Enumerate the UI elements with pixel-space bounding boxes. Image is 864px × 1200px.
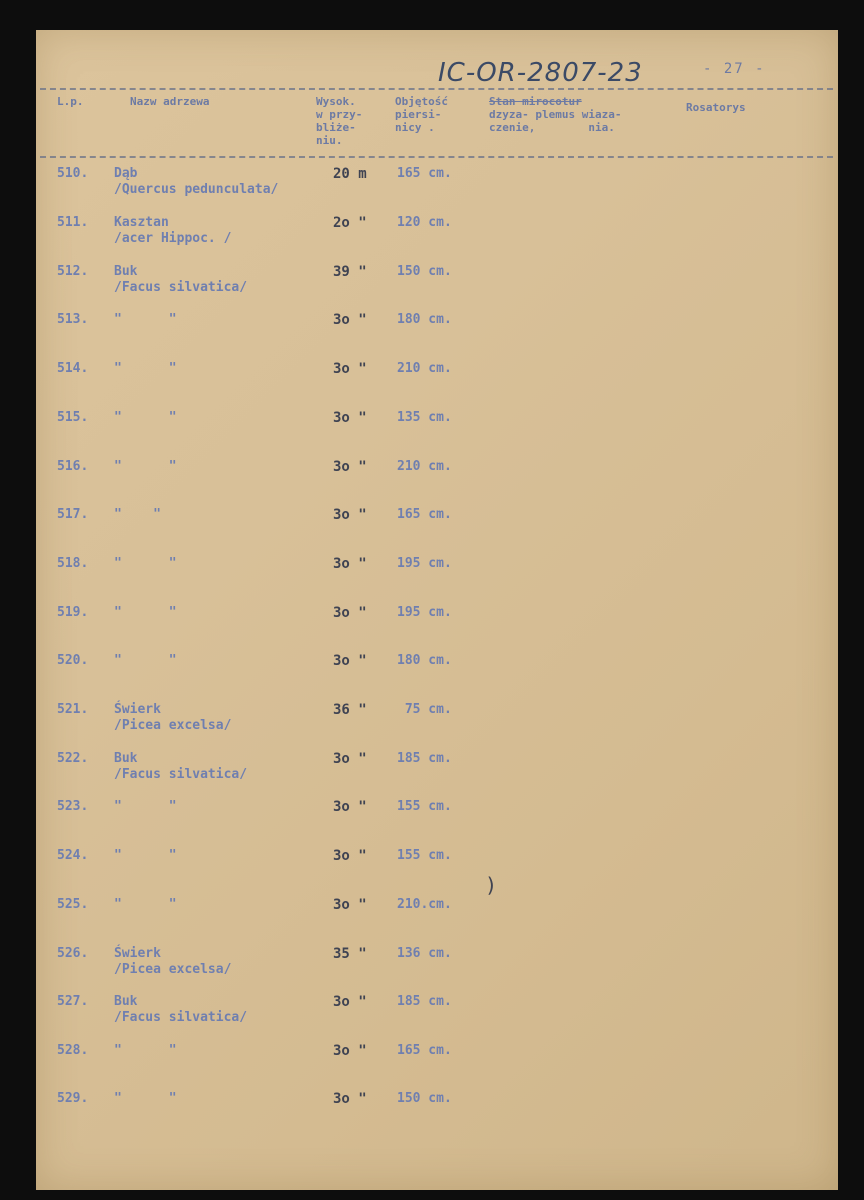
header-tree-name: Nazw adrzewa: [130, 95, 210, 108]
tree-name: " ": [114, 1043, 177, 1058]
table-row: [0, 507, 864, 547]
tree-name: Świerk /Picea excelsa/: [114, 702, 232, 733]
tree-name: " ": [114, 361, 177, 376]
tree-name: " ": [114, 410, 177, 425]
tree-girth: 120 cm.: [397, 215, 452, 230]
handwritten-reference: IC-OR-2807-23: [438, 58, 643, 88]
table-row: [0, 1043, 864, 1083]
tree-height: 35 ": [333, 946, 367, 962]
row-number: 512.: [57, 264, 89, 279]
tree-name: Buk /Facus silvatica/: [114, 994, 248, 1025]
row-number: 523.: [57, 799, 89, 814]
tree-name: Dąb /Quercus pedunculata/: [114, 166, 279, 197]
tree-height: 3o ": [333, 312, 367, 328]
tree-name: " ": [114, 653, 177, 668]
tree-girth: 180 cm.: [397, 312, 452, 327]
tree-girth: 136 cm.: [397, 946, 452, 961]
row-number: 515.: [57, 410, 89, 425]
header-bottom-rule: [40, 156, 833, 158]
tree-girth: 185 cm.: [397, 994, 452, 1009]
table-row: [0, 605, 864, 645]
tree-name: Świerk /Picea excelsa/: [114, 946, 232, 977]
row-number: 520.: [57, 653, 89, 668]
tree-name: " ": [114, 605, 177, 620]
table-row: [0, 312, 864, 352]
row-number: 518.: [57, 556, 89, 571]
tree-girth: 195 cm.: [397, 556, 452, 571]
tree-girth: 165 cm.: [397, 1043, 452, 1058]
tree-name: " ": [114, 1091, 177, 1106]
tree-name: Buk /Facus silvatica/: [114, 264, 248, 295]
row-number: 510.: [57, 166, 89, 181]
tree-girth: 155 cm.: [397, 848, 452, 863]
table-row: [0, 361, 864, 401]
row-number: 513.: [57, 312, 89, 327]
row-number: 527.: [57, 994, 89, 1009]
header-lp: L.p.: [57, 95, 84, 108]
tree-girth: 180 cm.: [397, 653, 452, 668]
table-row: [0, 751, 864, 791]
tree-girth: 150 cm.: [397, 264, 452, 279]
tree-girth: 210.cm.: [397, 897, 452, 912]
header-notes: Rosatorys: [686, 101, 746, 114]
tree-height: 3o ": [333, 994, 367, 1010]
tree-girth: 165 cm.: [397, 166, 452, 181]
row-number: 525.: [57, 897, 89, 912]
table-row: [0, 897, 864, 937]
tree-girth: 155 cm.: [397, 799, 452, 814]
row-number: 521.: [57, 702, 89, 717]
tree-name: Buk /Facus silvatica/: [114, 751, 248, 782]
tree-height: 3o ": [333, 410, 367, 426]
tree-girth: 210 cm.: [397, 459, 452, 474]
tree-name: " ": [114, 507, 161, 522]
table-row: [0, 1091, 864, 1131]
tree-height: 3o ": [333, 459, 367, 475]
table-row: [0, 410, 864, 450]
table-row: [0, 459, 864, 499]
tree-height: 3o ": [333, 653, 367, 669]
header-state-sub: dzyza- plemus wiaza- czenie, nia.: [489, 108, 622, 134]
header-girth: Objętość piersi- nicy .: [395, 95, 448, 134]
row-number: 514.: [57, 361, 89, 376]
table-row: [0, 215, 864, 255]
tree-name: " ": [114, 312, 177, 327]
tree-height: 3o ": [333, 556, 367, 572]
tree-name: " ": [114, 556, 177, 571]
header-height: Wysok. w przy- bliże- niu.: [316, 95, 363, 147]
row-number: 519.: [57, 605, 89, 620]
table-row: [0, 264, 864, 304]
row-number: 526.: [57, 946, 89, 961]
bracket-mark: ): [485, 873, 498, 897]
tree-girth: 185 cm.: [397, 751, 452, 766]
tree-height: 3o ": [333, 361, 367, 377]
tree-height: 3o ": [333, 848, 367, 864]
tree-girth: 150 cm.: [397, 1091, 452, 1106]
tree-height: 3o ": [333, 799, 367, 815]
tree-name: " ": [114, 897, 177, 912]
table-row: [0, 799, 864, 839]
table-row: [0, 702, 864, 742]
row-number: 522.: [57, 751, 89, 766]
tree-height: 3o ": [333, 1043, 367, 1059]
table-row: [0, 166, 864, 206]
tree-height: 3o ": [333, 605, 367, 621]
table-row: [0, 556, 864, 596]
tree-name: " ": [114, 799, 177, 814]
row-number: 524.: [57, 848, 89, 863]
header-state: Stan mirocotur: [489, 95, 582, 108]
tree-girth: 135 cm.: [397, 410, 452, 425]
row-number: 511.: [57, 215, 89, 230]
row-number: 528.: [57, 1043, 89, 1058]
page-number: - 27 -: [703, 61, 766, 77]
table-row: [0, 994, 864, 1034]
tree-name: " ": [114, 848, 177, 863]
table-row: [0, 946, 864, 986]
row-number: 517.: [57, 507, 89, 522]
tree-height: 39 ": [333, 264, 367, 280]
tree-height: 36 ": [333, 702, 367, 718]
tree-height: 3o ": [333, 751, 367, 767]
tree-height: 3o ": [333, 1091, 367, 1107]
header-top-rule: [40, 88, 833, 90]
tree-girth: 165 cm.: [397, 507, 452, 522]
tree-height: 2o ": [333, 215, 367, 231]
table-row: [0, 848, 864, 888]
row-number: 529.: [57, 1091, 89, 1106]
tree-girth: 195 cm.: [397, 605, 452, 620]
tree-height: 3o ": [333, 897, 367, 913]
row-number: 516.: [57, 459, 89, 474]
tree-height: 20 m: [333, 166, 367, 182]
table-row: [0, 653, 864, 693]
tree-height: 3o ": [333, 507, 367, 523]
tree-name: " ": [114, 459, 177, 474]
tree-girth: 75 cm.: [397, 702, 452, 717]
tree-name: Kasztan /acer Hippoc. /: [114, 215, 232, 246]
tree-girth: 210 cm.: [397, 361, 452, 376]
